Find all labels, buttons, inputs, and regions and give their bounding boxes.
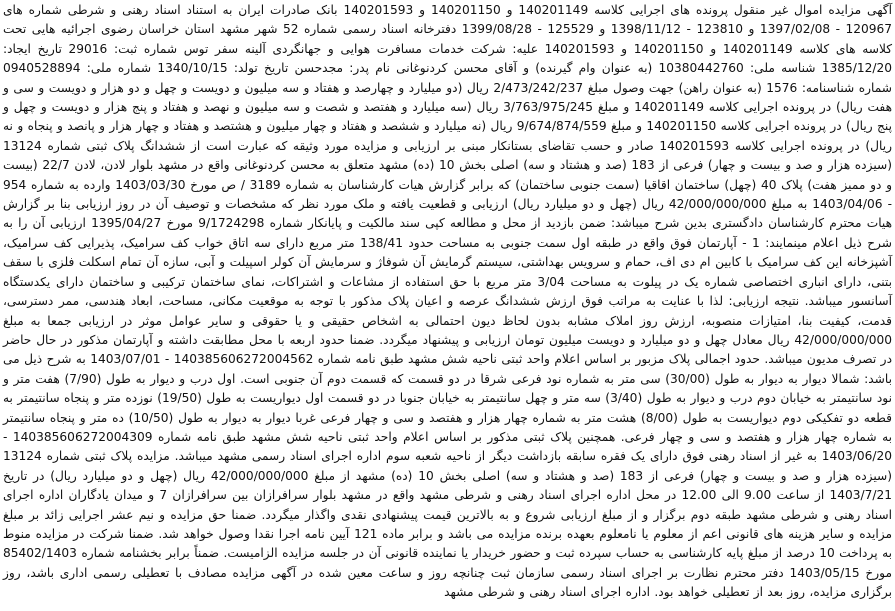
auction-notice-body: آگهی مزایده اموال غیر منقول پرونده های اجرایی کلاسه 140201149 و 140201150 و 140201593 بانک صادرات ایران به استناد اسناد رهنی و شرطی شماره های 120967 - 1397/02/08 و 123810 - 1398/11/12 و 125529 - 1399/08/28 دفترخانه اسناد رسمی شماره 52 شهر مشهد استان خراسان رضوی اجرائیه هایی تحت کلاسه های کلاسه 140201149 و 140201150 و 140201593 علیه: شرکت خدمات مسافرت هوایی و جهانگردی آلینه سفر توس شماره ثبت: 29016 تاریخ ایجاد: 1385/12/20 شناسه ملی: 10380442760 (به عنوان وام گیرنده) و آقای محسن کردنوغانی نام پدر: مجدحسن تاریخ تولد: 1340/10/15 شماره ملی: 0940528894 شماره شناسنامه: 1576 (به عنوان راهن) جهت وصول مبلغ 2/473/242/237 ریال (دو میلیارد و چهارصد و هفتاد و سه میلیون و دویست و چهل و دو هزار و دویست و سی و هفت ریال) در پرونده اجرایی کلاسه 140201149 و مبلغ 3/763/975/245 ریال (سه میلیارد و هفتصد و شصت و سه میلیون و نهصد و هفتاد و پنج هزار و دویست و چهل و پنج ریال) در پرونده اجرایی کلاسه 140201150 و مبلغ 9/674/874/559 ریال (نه میلیارد و ششصد و هفتاد و چهار میلیون و هشتصد و هفتاد و چهار هزار و پانصد و پنجاه و نه ریال) در پرونده اجرایی کلاسه 140201593 صادر و حسب تقاضای بستانکار مبنی بر ارزیابی و مزایده مورد وثیقه که عبارت است از ششدانگ پلاک ثبتی شماره 13124 (سیزده هزار و صد و بیست و چهار) فرعی از 183 (صد و هشتاد و سه) اصلی بخش 10 (ده) مشهد متعلق به محسن کردنوغانی واقع در مشهد بلوار لادن، لادن 22/7 (بیست و دو ممیز هفت) پلاک 40 (چهل) ساختمان اقاقیا (سمت جنوبی ساختمان) که برابر گزارش هیات کارشناسان به شماره 3189 / ص مورخ 1403/03/30 وارده به شماره 954 - 1403/04/06 به مبلغ 42/000/000/000 ریال (چهل و دو میلیارد ریال) ارزیابی و قطعیت یافته و ملک مورد نظر که مشخصات و توصیف آن در روز ارزیابی بنا بر گزارش هیات محترم کارشناسان دادگستری بدین شرح میباشد: ضمن بازدید از محل و مطالعه کپی سند مالکیت و پایانکار شماره 9/1724298 مورخ 1395/04/27 ارزیابی آن را به شرح ذیل اعلام مینمایند: 1 - آپارتمان فوق واقع در طبقه اول سمت جنوبی به مساحت حدود 138/41 متر مربع دارای سه اتاق خواب کف سرامیک، پذیرایی کف سرامیک، آشپزخانه این کف سرامیک با کابین ام دی اف، حمام و سرویس بهداشتی، سیستم گرمایش آن شوفاژ و سرمایش آن کولر اسپیلت و آبی، سازه آن تمام اسکلت فلزی با سقف بتنی، دارای انباری اختصاصی شماره یک در پیلوت به مساحت 3/04 متر مربع با حق استفاده از مشاعات و اشتراکات، نمای ساختمان ترکیبی و ساختمان دارای یکدستگاه آسانسور میباشد. نتیجه ارزیابی: لذا با عنایت به مراتب فوق ارزش ششدانگ عرصه و اعیان پلاک مذکور با توجه به موقعیت مکانی، مساحت، ابعاد هندسی، ممر دسترسی، قدمت، کیفیت بنا، امتیازات منصوبه، ارزش روز املاک مشابه بدون لحاظ دیون احتمالی به اشخاص حقیقی و یا حقوقی و سایر عوامل موثر در ارزیابی جمعا به مبلغ 42/000/000/000 ریال معادل چهل و دو میلیارد و دویست میلیون تومان ارزیابی و پیشنهاد میگردد. ضمنا حدود اربعه با محل مطابقت داشته و آپارتمان مذکور در حال حاضر در تصرف مدیون میباشد. حدود اجمالی پلاک مزبور بر اساس اعلام واحد ثبتی ناحیه شش مشهد طبق نامه شماره 140385606272004562 - 1403/07/01 به شرح ذیل می باشد: شمالا دیوار به دیوار به طول (30/00) سی متر به شماره نود فرعی شرقا در دو قسمت که قسمت دوم آن جنوبی است. اول درب و دیوار به طول (7/90) هفت متر و نود سانتیمتر به خیابان دوم درب و دیوار به طول (3/40) سه متر و چهل سانتیمتر به خیابان جنوبا در دو قسمت اول دیواریست به طول (19/50) نوزده متر و پنجاه سانتیمتر به قطعه دو تفکیکی دوم دیواریست به طول (8/00) هشت متر به شماره چهار هزار و هفتصد و سی و چهار فرعی غربا دیوار به دیوار به طول (10/50) ده متر و پنجاه سانتیمتر به شماره چهار هزار و هفتصد و سی و چهار فرعی. همچنین پلاک ثبتی مذکور بر اساس اعلام واحد ثبتی ناحیه شش مشهد طبق نامه شماره 140385606272004309 - 1403/06/20 به غیر از اسناد رهنی فوق دارای یک فقره سابقه بازداشت دیگر از ناحیه شعبه سوم اداره اجرای اسناد رسمی مشهد میباشد. مزایده پلاک ثبتی شماره 13124 (سیزده هزار و صد و بیست و چهار) فرعی از 183 (صد و هشتاد و سه) اصلی بخش 10 (ده) مشهد از مبلغ 42/000/000/000 ریال (چهل و دو میلیارد ریال) در تاریخ 1403/7/21 از ساعت 9.00 الی 12.00 در محل اداره اجرای اسناد رهنی و شرطی مشهد واقع در مشهد بلوار سرافرازان بین سرافرازان 7 و میدان یادگاران اداره اجرای اسناد رهنی و شرطی مشهد طبقه دوم برگزار و از مبلغ ارزیابی شروع و به بالاترین قیمت پیشنهادی نقدی واگذار میگردد. ضمنا حق مزایده و نیم عشر اجرایی زائد بر مبلغ مزایده و سایر هزینه های قانونی اعم از معلوم یا نامعلوم بعهده برنده مزایده می باشد و برابر ماده 121 آیین نامه اجرا نقدا وصول خواهد شد. ضمنا شرکت در مزایده منوط به پرداخت 10 درصد از مبلغ پایه کارشناسی به حساب سپرده ثبت و حضور خریدار یا نماینده قانونی آن در جلسه مزایده الزامیست. ضمناً برابر بخشنامه شماره 85402/1403 مورخ 1403/05/15 دفتر محترم نظارت بر اجرای اسناد رسمی سازمان ثبت چنانچه روز و ساعت معین شده در آگهی مزایده مصادف با تعطیلی رسمی اداری باشد، روز برگزاری مزایده، روز بعد از تعطیلی خواهد بود. اداره اجرای اسناد رهنی و شرطی مشهد [3, 3, 893, 600]
